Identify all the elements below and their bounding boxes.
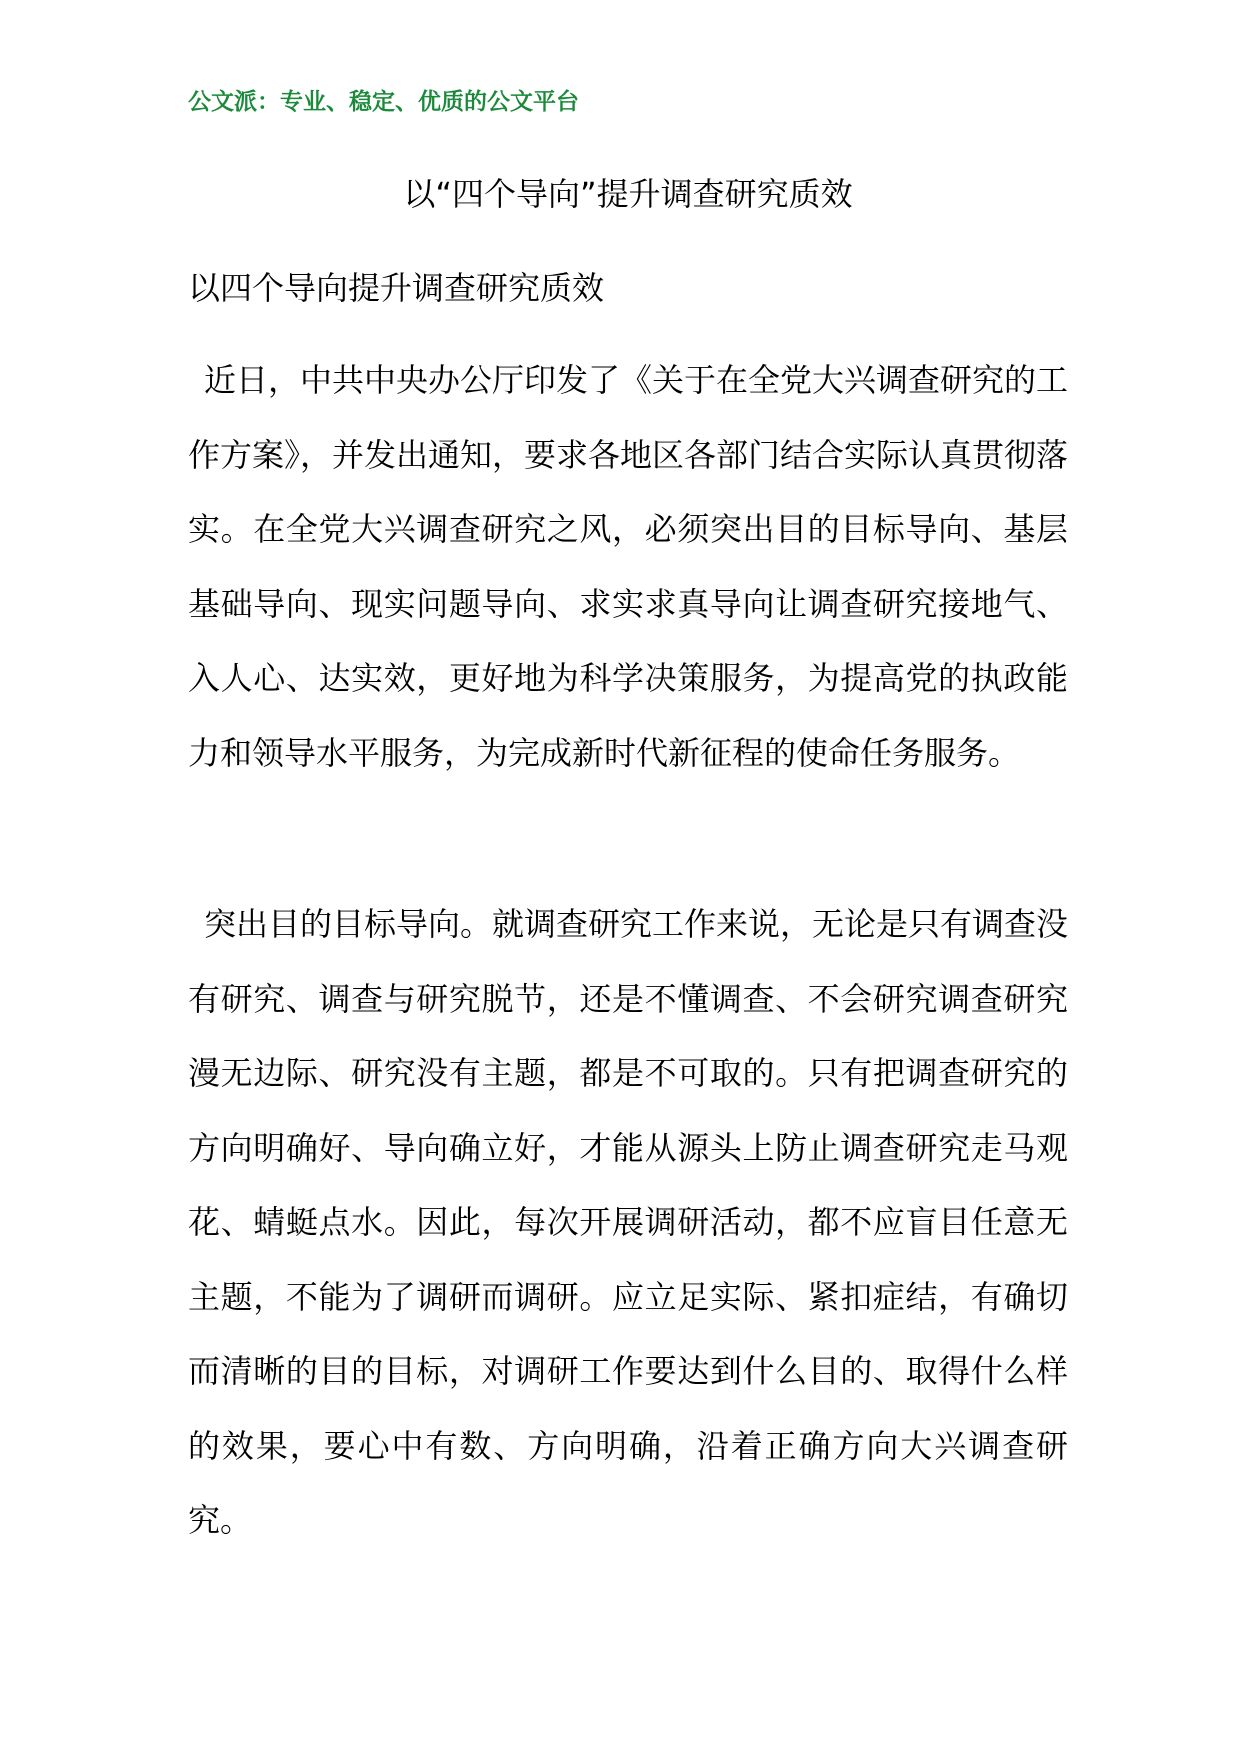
document-subtitle: 以四个导向提升调查研究质效: [188, 269, 605, 307]
document-title-row: [0, 172, 1240, 216]
body-paragraph: 突出目的目标导向。就调查研究工作来说，无论是只有调查没有研究、调查与研究脱节，还是不懂调查、不会研究调查研究漫无边际、研究没有主题，都是不可取的。只有把调查研究的方向明确好、导向确立好，才能从源头上防止调查研究走马观花、蜻蜓点水。因此，每次开展调研活动，都不应盲目任意无主题，不能为了调研而调研。应立足实际、紧扣症结，有确切而清晰的目的目标，对调研工作要达到什么目的、取得什么样的效果，要心中有数、方向明确，沿着正确方向大兴调查研究。: [188, 905, 1069, 1539]
platform-banner: 公文派：专业、稳定、优质的公文平台: [188, 88, 579, 115]
document-title: 以“四个导向”提升调查研究质效: [403, 175, 853, 213]
body-paragraph: 近日，中共中央办公厅印发了《关于在全党大兴调查研究的工作方案》，并发出通知，要求各地区各部门结合实际认真贯彻落实。在全党大兴调查研究之风，必须突出目的目标导向、基层基础导向、现实问题导向、求实求真导向让调查研究接地气、入人心、达实效，更好地为科学决策服务，为提高党的执政能力和领导水平服务，为完成新时代新征程的使命任务服务。: [188, 361, 1069, 772]
